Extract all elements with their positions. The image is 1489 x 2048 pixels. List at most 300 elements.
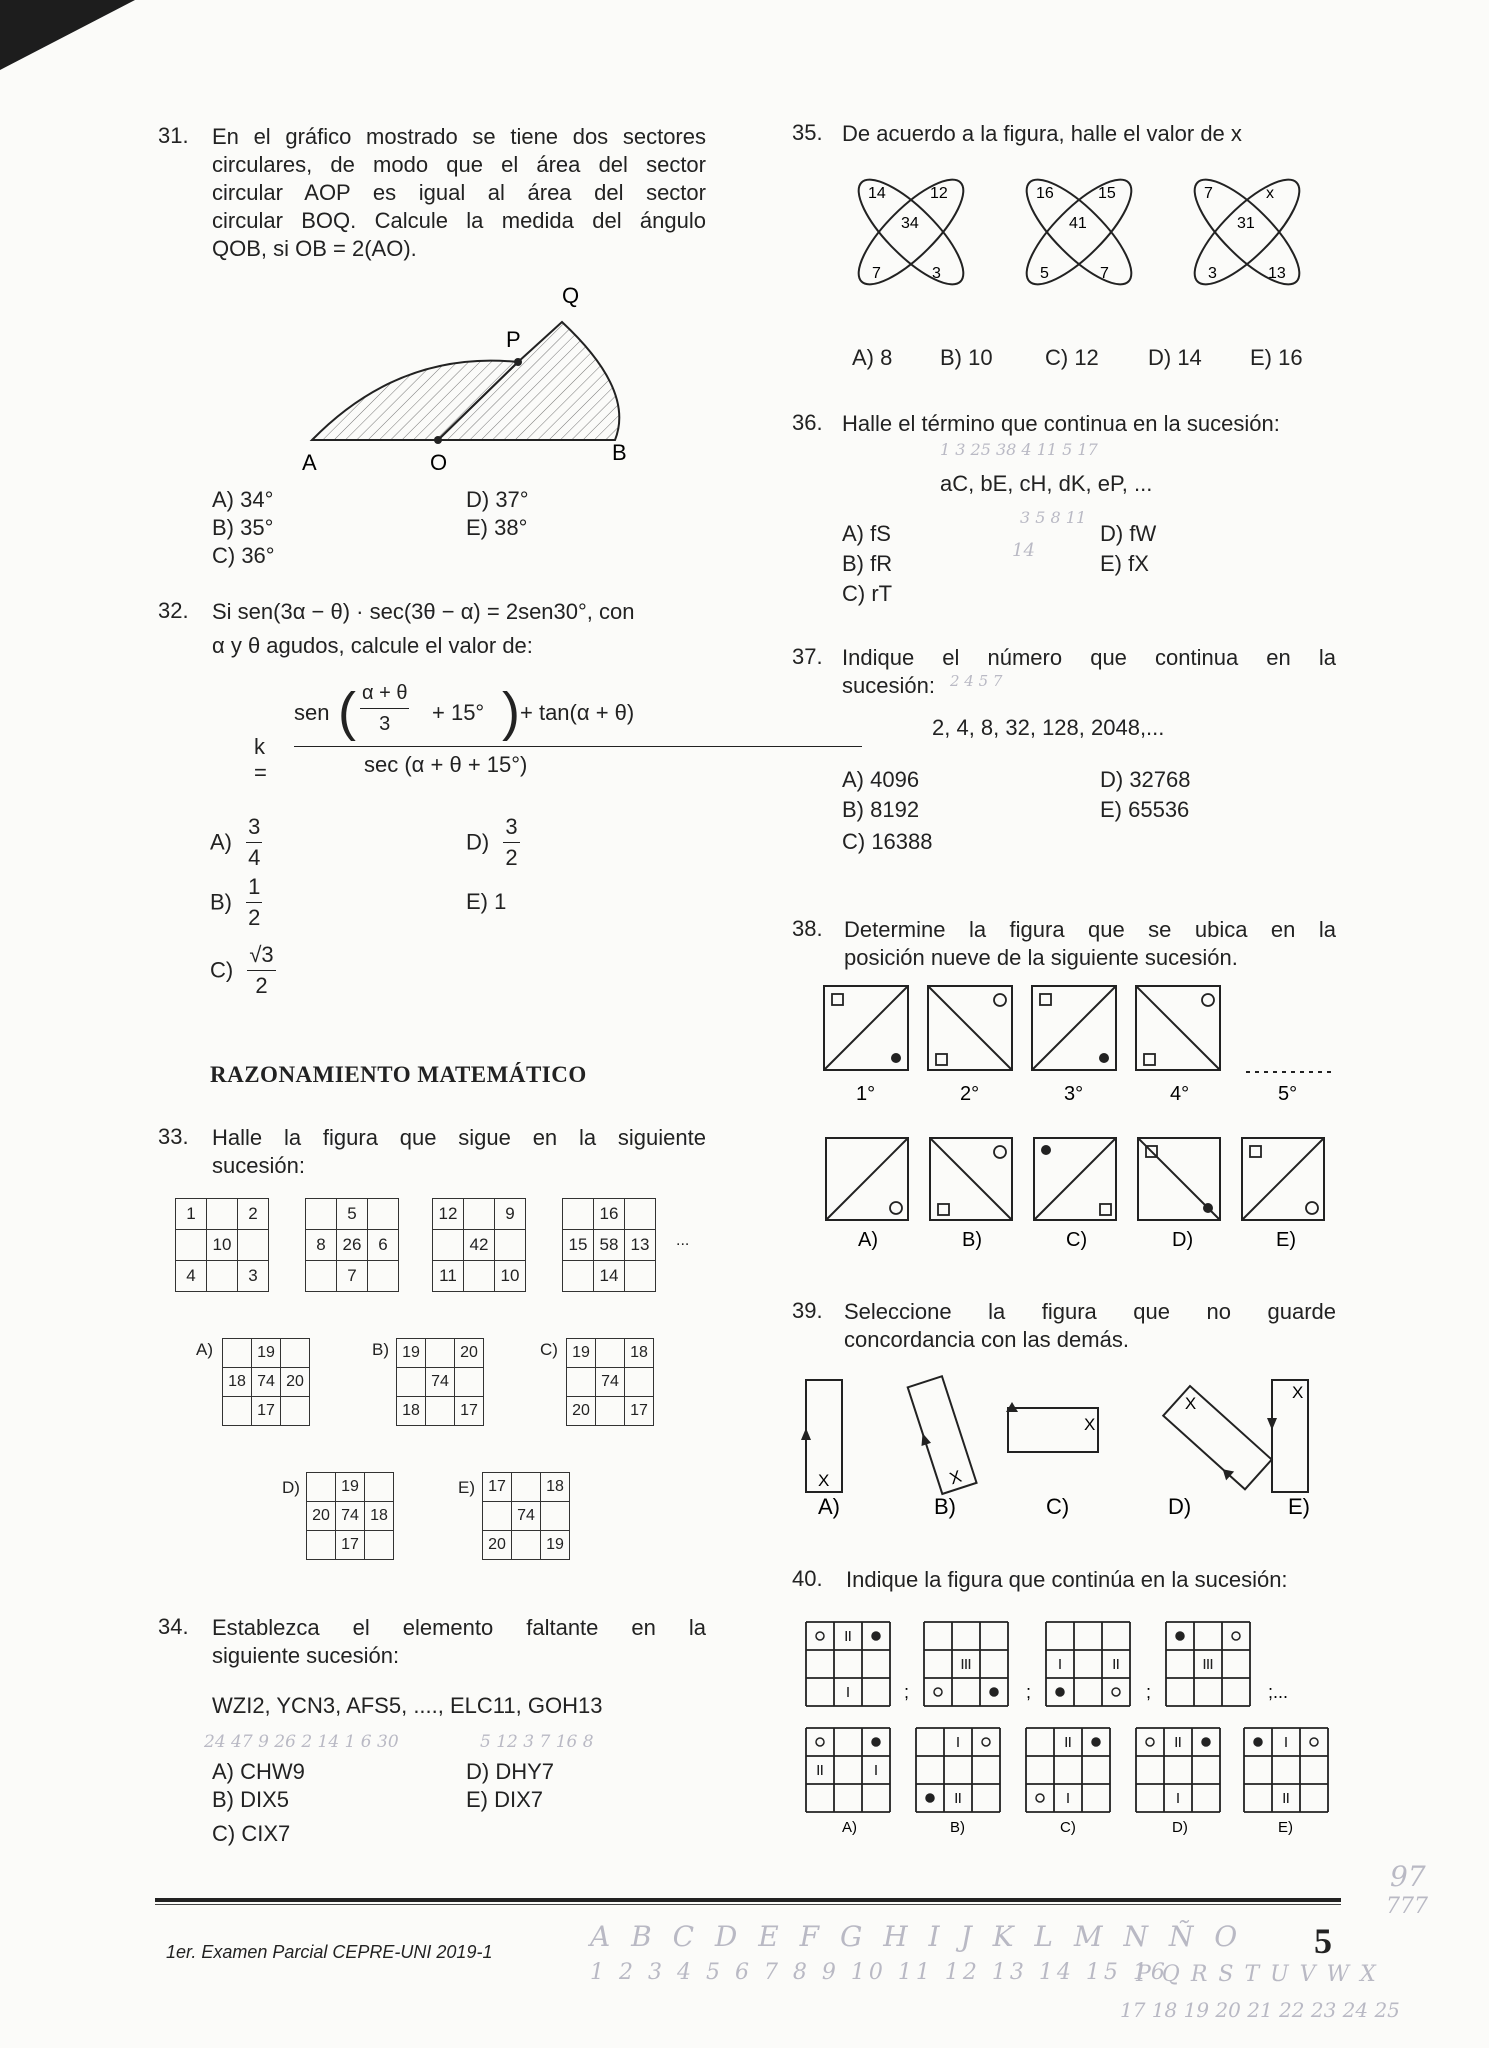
q38-text <box>844 916 1336 972</box>
figure-number: 7 <box>872 265 881 282</box>
grid-cell: 74 <box>426 1368 455 1397</box>
q39-option-b[interactable] <box>903 1376 977 1495</box>
q31-option-b[interactable]: B) 35° <box>212 515 274 540</box>
grid-cell <box>455 1368 484 1397</box>
q38-option-b[interactable] <box>930 1138 1012 1220</box>
q38-number: 38. <box>792 916 823 941</box>
q38-option-d[interactable] <box>1138 1138 1220 1220</box>
grid-cell: 20 <box>281 1368 310 1397</box>
ellipse-shape <box>1181 166 1314 299</box>
q31-line: QOB, si OB = 2(AO). <box>212 236 417 261</box>
q39-opt-b-label: B) <box>934 1494 956 1519</box>
grid-cell <box>483 1502 512 1531</box>
figure-number: 15 <box>1098 185 1116 202</box>
hollow-dot <box>934 1688 942 1696</box>
handwritten-note: 14 <box>1012 540 1035 561</box>
grid-cell: 12 <box>433 1199 464 1230</box>
grid-cell <box>365 1531 394 1560</box>
q33-option-e[interactable] <box>482 1472 570 1560</box>
q39-opt-a-label: A) <box>818 1494 840 1519</box>
q35-figure-3 <box>1181 166 1314 299</box>
opt-fraction <box>247 940 275 1001</box>
square-mark <box>1250 1146 1261 1157</box>
q38-opt-a-label: A) <box>858 1229 878 1251</box>
q38-seq-1 <box>824 986 908 1070</box>
q36-option-c[interactable]: C) rT <box>842 581 893 606</box>
grid-cell: 5 <box>337 1199 368 1230</box>
scan-corner <box>0 0 140 80</box>
q39-text <box>844 1298 1336 1354</box>
q39-number: 39. <box>792 1298 823 1323</box>
q39-option-c[interactable] <box>1006 1402 1098 1452</box>
square-mark <box>1100 1204 1111 1215</box>
hollow-dot <box>1146 1738 1154 1746</box>
grid-cell: 8 <box>306 1230 337 1261</box>
hollow-dot <box>994 994 1006 1006</box>
figure-number: 14 <box>868 185 886 202</box>
q36-option-e[interactable]: E) fX <box>1100 551 1149 576</box>
grid-cell: 19 <box>336 1473 365 1502</box>
figure-number: 13 <box>1268 265 1286 282</box>
square-mark <box>938 1204 949 1215</box>
q33-opt-c-label: C) <box>540 1340 558 1359</box>
grid-cell <box>207 1261 238 1292</box>
q36-option-d[interactable]: D) fW <box>1100 521 1157 546</box>
grid-cell <box>563 1199 594 1230</box>
q33-line: sucesión: <box>212 1153 305 1178</box>
q33-option-d[interactable] <box>306 1472 394 1560</box>
pos-2: 2° <box>960 1083 980 1105</box>
figure-number: 5 <box>1040 265 1049 282</box>
q39-opt-d-label: D) <box>1168 1494 1192 1519</box>
hollow-dot <box>1232 1632 1240 1640</box>
q38-figures <box>820 982 1340 1252</box>
q38-opt-d-label: D) <box>1172 1229 1194 1251</box>
grid-cell: 3 <box>238 1261 269 1292</box>
pos-4: 4° <box>1170 1083 1190 1105</box>
footer-rule <box>155 1898 1341 1902</box>
grid-cell <box>512 1473 541 1502</box>
filled-dot <box>872 1738 880 1746</box>
handwritten-note: 3 5 8 11 <box>1020 508 1087 527</box>
grid-cell: 18 <box>223 1368 252 1397</box>
figure-number: 12 <box>930 185 948 202</box>
figure-number: 7 <box>1100 265 1109 282</box>
q38-option-e[interactable] <box>1242 1138 1324 1220</box>
handwritten-note: 777 <box>1386 1894 1428 1919</box>
grid-cell <box>368 1261 399 1292</box>
grid-cell <box>426 1397 455 1426</box>
q40-text: Indique la figura que continúa en la sucesión: <box>846 1567 1288 1592</box>
q39-option-a[interactable] <box>801 1380 842 1492</box>
q38-option-a[interactable] <box>826 1138 908 1220</box>
q32-line2: α y θ agudos, calcule el valor de: <box>212 633 533 658</box>
hollow-dot <box>982 1738 990 1746</box>
figure-number: 16 <box>1036 185 1054 202</box>
q37-option-d[interactable]: D) 32768 <box>1100 767 1191 792</box>
grid-cell <box>625 1368 654 1397</box>
q33-text <box>212 1124 706 1180</box>
q35-text: De acuerdo a la figura, halle el valor de x <box>842 121 1242 146</box>
hollow-dot <box>816 1738 824 1746</box>
separator: ; <box>1026 1682 1032 1702</box>
q40-opt-c-label: C) <box>1060 1819 1076 1836</box>
grid-cell: 20 <box>567 1397 596 1426</box>
grid-cell: 9 <box>495 1199 526 1230</box>
filled-dot <box>1254 1738 1262 1746</box>
footer-exam: 1er. Examen Parcial CEPRE-UNI 2019-1 <box>166 1942 493 1962</box>
grid-cell: 6 <box>368 1230 399 1261</box>
frac-top: 1 <box>246 872 262 903</box>
q34-line: siguiente sucesión: <box>212 1643 400 1668</box>
q39-option-e[interactable] <box>1267 1380 1308 1492</box>
x-mark: X <box>947 1466 964 1489</box>
grid-cell <box>596 1397 625 1426</box>
number-grid <box>305 1198 399 1292</box>
q38-option-c[interactable] <box>1034 1138 1116 1220</box>
q32-option-e[interactable]: E) 1 <box>466 889 507 914</box>
formula-tan: + tan(α + θ) <box>520 700 635 725</box>
q31-sector-figure <box>290 280 680 480</box>
hollow-dot <box>890 1202 902 1214</box>
q33-opt-a-label: A) <box>196 1340 213 1359</box>
frac-bottom: 2 <box>248 905 261 930</box>
handwritten-note: A B C D E F G H I J K L M N Ñ O <box>590 1920 1244 1953</box>
q34-option-a[interactable]: A) CHW9 <box>212 1759 305 1784</box>
grid-cell: 74 <box>596 1368 625 1397</box>
grid-cell: 18 <box>541 1473 570 1502</box>
pos-3: 3° <box>1064 1083 1084 1105</box>
filled-dot <box>1056 1688 1064 1696</box>
q33-line: Halle la figura que sigue en la siguiente <box>212 1125 706 1150</box>
handwritten-note: 1 3 25 38 4 11 5 17 <box>940 440 1098 459</box>
grid-cell: 74 <box>252 1368 281 1397</box>
grid-cell: 17 <box>483 1473 512 1502</box>
square-mark <box>936 1054 947 1065</box>
grid-cell: 17 <box>455 1397 484 1426</box>
q31-option-d[interactable]: D) 37° <box>466 487 529 512</box>
q34-text <box>212 1614 706 1670</box>
label-b: B <box>612 440 627 465</box>
q34-number: 34. <box>158 1614 189 1639</box>
q39-figures <box>790 1368 1340 1520</box>
formula-bar <box>294 746 862 747</box>
q38-line: posición nueve de la siguiente sucesión. <box>844 945 1238 970</box>
hollow-dot <box>816 1632 824 1640</box>
paren-right: ) <box>502 682 520 742</box>
grid-cell <box>625 1199 656 1230</box>
q34-option-c[interactable]: C) CIX7 <box>212 1821 291 1846</box>
opt-label: C) <box>210 957 234 983</box>
q35-figure-2 <box>1013 166 1146 299</box>
grid-cell <box>567 1368 596 1397</box>
number-grid <box>482 1472 570 1560</box>
number-grid <box>306 1472 394 1560</box>
filled-dot <box>1041 1145 1051 1155</box>
q38-opt-b-label: B) <box>962 1229 982 1251</box>
q32-option-b[interactable] <box>210 872 262 933</box>
grid-cell <box>306 1261 337 1292</box>
grid-cell <box>207 1199 238 1230</box>
q31-line: circular AOP es igual al área del sector <box>212 180 706 205</box>
formula-numerator <box>294 682 862 742</box>
handwritten-note: P Q R S T U V W X <box>1136 1962 1378 1987</box>
section-title: RAZONAMIENTO MATEMÁTICO <box>210 1062 587 1087</box>
grid-cell: 1 <box>176 1199 207 1230</box>
filled-dot <box>1202 1738 1210 1746</box>
q36-number: 36. <box>792 410 823 435</box>
q40-seq-1 <box>806 1622 890 1706</box>
frac-top: α + θ <box>360 678 409 709</box>
square-mark <box>1040 994 1051 1005</box>
filled-dot <box>1203 1203 1213 1213</box>
q40-option-c[interactable] <box>1026 1728 1110 1812</box>
grid-cell: 74 <box>512 1502 541 1531</box>
hollow-dot <box>994 1146 1006 1158</box>
q31-option-e[interactable]: E) 38° <box>466 515 528 540</box>
q37-option-a[interactable]: A) 4096 <box>842 767 920 792</box>
grid-cell: 19 <box>252 1339 281 1368</box>
q40-option-b[interactable] <box>916 1728 1000 1812</box>
ellipse-shape <box>1013 166 1146 299</box>
label-a: A <box>302 450 317 475</box>
q37-line: Indique el número que continua en la <box>842 645 1336 670</box>
grid-cell: 74 <box>336 1502 365 1531</box>
q33-number: 33. <box>158 1124 189 1149</box>
q35-option-c[interactable]: C) 12 <box>1045 345 1099 370</box>
grid-cell <box>307 1531 336 1560</box>
grid-cell: 11 <box>433 1261 464 1292</box>
q36-option-a[interactable]: A) fS <box>842 521 891 546</box>
q40-figures <box>800 1614 1340 1846</box>
grid-cell <box>495 1230 526 1261</box>
q34-sequence: WZI2, YCN3, AFS5, ...., ELC11, GOH13 <box>212 1693 603 1718</box>
q37-line: sucesión: <box>842 673 935 698</box>
grid-cell: 20 <box>307 1502 336 1531</box>
q34-line: Establezca el elemento faltante en la <box>212 1615 706 1640</box>
opt-fraction <box>503 812 519 873</box>
q31-line: circulares, de modo que el área del sector <box>212 152 706 177</box>
number-grid <box>432 1198 526 1292</box>
x-mark: X <box>1184 1393 1197 1413</box>
q32-option-d[interactable] <box>466 812 520 873</box>
q33-seq-3 <box>432 1198 526 1292</box>
q40-seq-2 <box>924 1622 1008 1706</box>
figure-number: x <box>1266 185 1274 202</box>
grid-cell <box>238 1230 269 1261</box>
frac-top: 3 <box>503 812 519 843</box>
q33-opt-e-label: E) <box>458 1478 475 1497</box>
grid-cell: 4 <box>176 1261 207 1292</box>
q39-opt-e-label: E) <box>1288 1494 1310 1519</box>
q36-option-b[interactable]: B) fR <box>842 551 893 576</box>
formula-k: k = <box>254 734 267 785</box>
grid-cell <box>281 1339 310 1368</box>
square-mark <box>1144 1054 1155 1065</box>
q40-opt-b-label: B) <box>950 1819 965 1836</box>
q33-option-b[interactable] <box>396 1338 484 1426</box>
q40-option-d[interactable] <box>1136 1728 1220 1812</box>
frac-bottom: 4 <box>248 845 261 870</box>
grid-cell: 20 <box>483 1531 512 1560</box>
grid-cell <box>365 1473 394 1502</box>
handwritten-note: 2 4 5 7 <box>950 672 1003 690</box>
formula-plus15: + 15° <box>432 700 485 725</box>
q40-option-e[interactable] <box>1244 1728 1328 1812</box>
number-grid <box>562 1198 656 1292</box>
handwritten-note: 97 <box>1390 1860 1426 1893</box>
q32-line1: Si sen(3α − θ) · sec(3θ − α) = 2sen30°, con <box>212 599 635 624</box>
q32-number: 32. <box>158 598 189 623</box>
ellipse-shape <box>1181 166 1314 299</box>
grid-cell: 17 <box>336 1531 365 1560</box>
formula-denominator: sec (α + θ + 15°) <box>364 752 528 777</box>
figure-number: 41 <box>1069 215 1087 232</box>
q39-line: Seleccione la figura que no guarde <box>844 1299 1336 1324</box>
grid-cell <box>397 1368 426 1397</box>
sequence-end: ;... <box>1268 1682 1289 1702</box>
q33-ellipsis: ... <box>676 1232 690 1249</box>
opt-label: B) <box>210 889 232 915</box>
q32-option-c[interactable] <box>210 940 276 1001</box>
filled-dot <box>872 1632 880 1640</box>
q34-option-d[interactable]: D) DHY7 <box>466 1759 555 1784</box>
arrow-icon <box>1267 1418 1277 1430</box>
ellipse-shape <box>1013 166 1146 299</box>
q38-line: Determine la figura que se ubica en la <box>844 917 1336 942</box>
grid-cell: 18 <box>625 1339 654 1368</box>
grid-cell: 26 <box>337 1230 368 1261</box>
q35-option-d[interactable]: D) 14 <box>1148 345 1202 370</box>
q39-line: concordancia con las demás. <box>844 1327 1129 1352</box>
q35-number: 35. <box>792 120 823 145</box>
q34-option-b[interactable]: B) DIX5 <box>212 1787 290 1812</box>
q35-option-b[interactable]: B) 10 <box>940 345 993 370</box>
arrow-icon <box>801 1428 811 1440</box>
number-grid <box>175 1198 269 1292</box>
filled-dot <box>1092 1738 1100 1746</box>
q33-seq-2 <box>305 1198 399 1292</box>
q37-option-b[interactable]: B) 8192 <box>842 797 920 822</box>
q32-option-a[interactable] <box>210 812 262 873</box>
grid-cell <box>433 1230 464 1261</box>
x-mark: X <box>1292 1383 1304 1402</box>
q40-option-a[interactable] <box>806 1728 890 1812</box>
grid-cell: 58 <box>594 1230 625 1261</box>
frac-bottom: 3 <box>379 713 391 735</box>
figure-number: 34 <box>901 215 919 232</box>
pos-5: 5° <box>1278 1083 1298 1105</box>
q40-seq-3 <box>1046 1622 1130 1706</box>
hollow-dot <box>1202 994 1214 1006</box>
grid-cell: 10 <box>495 1261 526 1292</box>
grid-cell: 13 <box>625 1230 656 1261</box>
hollow-dot <box>1112 1688 1120 1696</box>
footer-rule-thin <box>155 1904 1341 1905</box>
q38-opt-e-label: E) <box>1276 1229 1296 1251</box>
frac-bottom: 2 <box>255 973 268 998</box>
figure-number: 31 <box>1237 215 1255 232</box>
formula-sen: sen <box>294 700 330 725</box>
grid-cell: 19 <box>567 1339 596 1368</box>
grid-cell: 18 <box>397 1397 426 1426</box>
q40-opt-e-label: E) <box>1278 1819 1293 1836</box>
grid-cell: 7 <box>337 1261 368 1292</box>
q35-figures <box>856 160 1336 300</box>
grid-cell <box>541 1502 570 1531</box>
number-grid <box>566 1338 654 1426</box>
formula-fraction <box>360 678 409 739</box>
x-mark: X <box>818 1471 830 1490</box>
page-number: 5 <box>1314 1921 1332 1961</box>
q38-seq-3 <box>1032 986 1116 1070</box>
q36-text: Halle el término que continua en la sucesión: <box>842 411 1280 436</box>
grid-cell <box>281 1397 310 1426</box>
q34-option-e[interactable]: E) DIX7 <box>466 1787 544 1812</box>
hollow-dot <box>1306 1202 1318 1214</box>
filled-dot <box>1099 1053 1109 1063</box>
hollow-dot <box>1310 1738 1318 1746</box>
filled-dot <box>990 1688 998 1696</box>
filled-dot <box>1176 1632 1184 1640</box>
q37-option-c[interactable]: C) 16388 <box>842 829 933 854</box>
grid-cell <box>563 1261 594 1292</box>
q37-option-e[interactable]: E) 65536 <box>1100 797 1190 822</box>
q36-sequence: aC, bE, cH, dK, eP, ... <box>940 471 1153 496</box>
number-grid <box>396 1338 484 1426</box>
handwritten-note: 1 2 3 4 5 6 7 8 9 10 11 12 13 14 15 16 <box>590 1960 1169 1985</box>
q35-option-e[interactable]: E) 16 <box>1250 345 1303 370</box>
hollow-dot <box>1036 1794 1044 1802</box>
q31-option-a[interactable]: A) 34° <box>212 487 274 512</box>
q39-option-d[interactable] <box>1159 1386 1272 1494</box>
q35-figure-1 <box>856 166 977 299</box>
paren-left: ( <box>338 682 356 742</box>
q33-option-a[interactable] <box>222 1338 310 1426</box>
separator: ; <box>1146 1682 1152 1702</box>
grid-cell: 2 <box>238 1199 269 1230</box>
opt-fraction <box>246 812 262 873</box>
figure-number: 3 <box>932 265 941 282</box>
arrow-icon <box>918 1432 931 1447</box>
grid-cell <box>464 1199 495 1230</box>
q35-option-a[interactable]: A) 8 <box>852 345 893 370</box>
q31-number: 31. <box>158 123 189 148</box>
grid-cell: 14 <box>594 1261 625 1292</box>
q40-opt-d-label: D) <box>1172 1819 1188 1836</box>
handwritten-note: 24 47 9 26 2 14 1 6 30 <box>204 1732 399 1752</box>
grid-cell <box>512 1531 541 1560</box>
q40-opt-a-label: A) <box>842 1819 857 1836</box>
separator: ; <box>904 1682 910 1702</box>
q33-option-c[interactable] <box>566 1338 654 1426</box>
grid-cell: 19 <box>397 1339 426 1368</box>
q31-option-c[interactable]: C) 36° <box>212 543 275 568</box>
handwritten-note: 17 18 19 20 21 22 23 24 25 <box>1120 1998 1400 2022</box>
label-o: O <box>430 450 448 475</box>
grid-cell: 17 <box>625 1397 654 1426</box>
x-mark: X <box>1084 1415 1096 1434</box>
frac-top: √3 <box>247 940 275 971</box>
q38-seq-4 <box>1136 986 1220 1070</box>
filled-dot <box>926 1794 934 1802</box>
label-q: Q <box>562 283 580 308</box>
grid-cell: 20 <box>455 1339 484 1368</box>
figure-number: 3 <box>1208 265 1217 282</box>
frac-top: 3 <box>246 812 262 843</box>
square-mark <box>832 994 843 1005</box>
grid-cell: 10 <box>207 1230 238 1261</box>
